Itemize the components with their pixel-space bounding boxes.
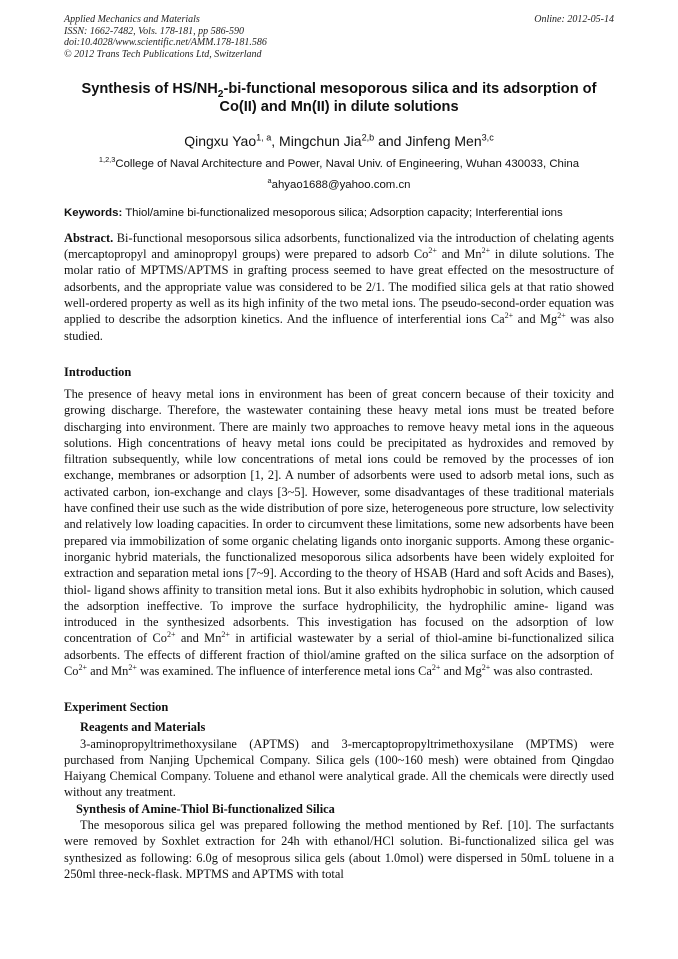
paper-page <box>64 14 614 882</box>
affiliation: $^{1,2,3}$College of Naval Architecture and Power, Naval Univ. of Engineering, Wuhan 430033, China <box>98 155 580 171</box>
synthesis-paragraph: The mesoporous silica gel was prepared following the method mentioned by Ref. [10]. The surfactants were removed by Soxhlet extraction for 24h with ethanol/HCl solution. Bi-functionalized silica gel was synthesized as following: 6.0g of mesoprous silica gels (about 1.0mol) were dispersed in 50mL toluene in a 250ml three-neck-flask. MPTMS and APTMS with total <box>64 818 614 881</box>
reagents-paragraph: 3-aminopropyltrimethoxysilane (APTMS) and 3-mercaptopropyltrimethoxysilane (MPTMS) were purchased from Nanjing Upchemical Company. Silica gels (100~160 mesh) were obtained from Qingdao Haiyang Chemical Company. Toluene and ethanol were analytical grade. All the chemicals were directly used without any treatment. <box>64 736 614 800</box>
introduction-heading: Introduction <box>64 364 132 379</box>
abstract: Abstract. Bi-functional mesoporsous silica adsorbents, functionalized via the introduction of chelating agents (mercaptopropyl and aminopropyl groups) were prepared to adsorb $Co^{2+}$ and $Mn^{2+}$ in dilute solutions. The molar ratio of MPTMS/APTMS in grafting process seemed to have great effected on the mesostructure of adsorbents, and the appropriate value was considered to be 2/1. The modified silica gels at that ratio showed well-ordered property as well as its high infinity of the two metal ions. The pseudo-second-order equation was applied to describe the adsorption kinetics. And the influence of interferential ions $Ca^{2+}$ and $Mg^{2+}$ was also studied. <box>64 230 614 343</box>
journal-header <box>64 14 614 60</box>
copyright-line: © 2012 Trans Tech Publications Ltd, Switzerland <box>64 48 262 60</box>
author-line: Qingxu Yao$^{1, a}$, Mingchun Jia$^{2,b}$ and Jinfeng Men$^{3,c}$ <box>184 132 494 150</box>
keywords: Keywords: Thiol/amine bi-functionalized mesoporous silica; Adsorption capacity; Interferential ions <box>64 207 563 220</box>
issn-line: ISSN: 1662-7482, Vols. 178-181, pp 586-590 <box>64 25 244 37</box>
synthesis-subheading: Synthesis of Amine-Thiol Bi-functionalized Silica <box>76 801 335 816</box>
keywords-label: Keywords: <box>64 207 123 220</box>
experiment-heading: Experiment Section <box>64 700 169 715</box>
online-date: Online: 2012-05-14 <box>534 14 614 25</box>
doi-line: doi:10.4028/www.scientific.net/AMM.178-181.586 <box>64 37 267 49</box>
abstract-label: Abstract. <box>64 230 114 245</box>
reagents-subheading: Reagents and Materials <box>80 720 206 735</box>
introduction-paragraph: The presence of heavy metal ions in environment has been of great concern because of their toxicity and growing discharge. Therefore, the wastewater containing these heavy metal ions must be treated before discharging into environment. There are mainly two approaches to remove heavy metal ions in the aqueous solutions. High concentrations of heavy metal ions could be precipitated as hydroxides and removed by filtration subsequently, while low concentrations of metal ions could be removed by the processes of ion exchange, membranes or adsorption [1, 2]. A number of adsorbents were used to adsorb metal ions, such as activated carbon, ion-exchange and clays [3~5]. However, some disadvantages of these traditional materials have confined their use such as the wide distribution of pore size, heterogeneous pore structure, low selectivity and relatively low loading capacities. In order to circumvent these limitations, some new adsorbents have been prepared via immobilization of some organic chelating ligands onto inorganic supports. Among these organic-inorganic hybrid materials, the functionalized mesoporous silica adsorbents have been widely exploited for extraction and separation metal ions [7~9]. According to the theory of HSAB (Hard and soft Acids and Bases), thiol- ligand shows affinity to transition metal ions. But it also exhibits hydrophobic in solution, which caused the adsorption ineffective. To improve the surface hydrophilicity, the hydrophilic amine- ligand was introduced in the synthesized adsorbents. This investigation has focused on the adsorption of low concentration of $Co^{2+}$ and $Mn^{2+}$ in artificial wastewater by a serial of thiol-amine bi-functionalized silica adsorbents. The effects of different fraction of thiol/amine grafted on the silica surface on the adsorption of $Co^{2+}$ and $Mn^{2+}$ was examined. The influence of interference metal ions $Ca^{2+}$ and $Mg^{2+}$ was also contrasted. <box>64 386 614 678</box>
author-email: $^a$ahyao1688@yahoo.com.cn <box>267 176 411 192</box>
paper-title: Synthesis of $HS/NH_2-bi$-functional mesoporous silica and its adsorption of Co(II) and Mn(II) in dilute solutions <box>81 81 597 115</box>
journal-name: Applied Mechanics and Materials <box>64 14 200 25</box>
